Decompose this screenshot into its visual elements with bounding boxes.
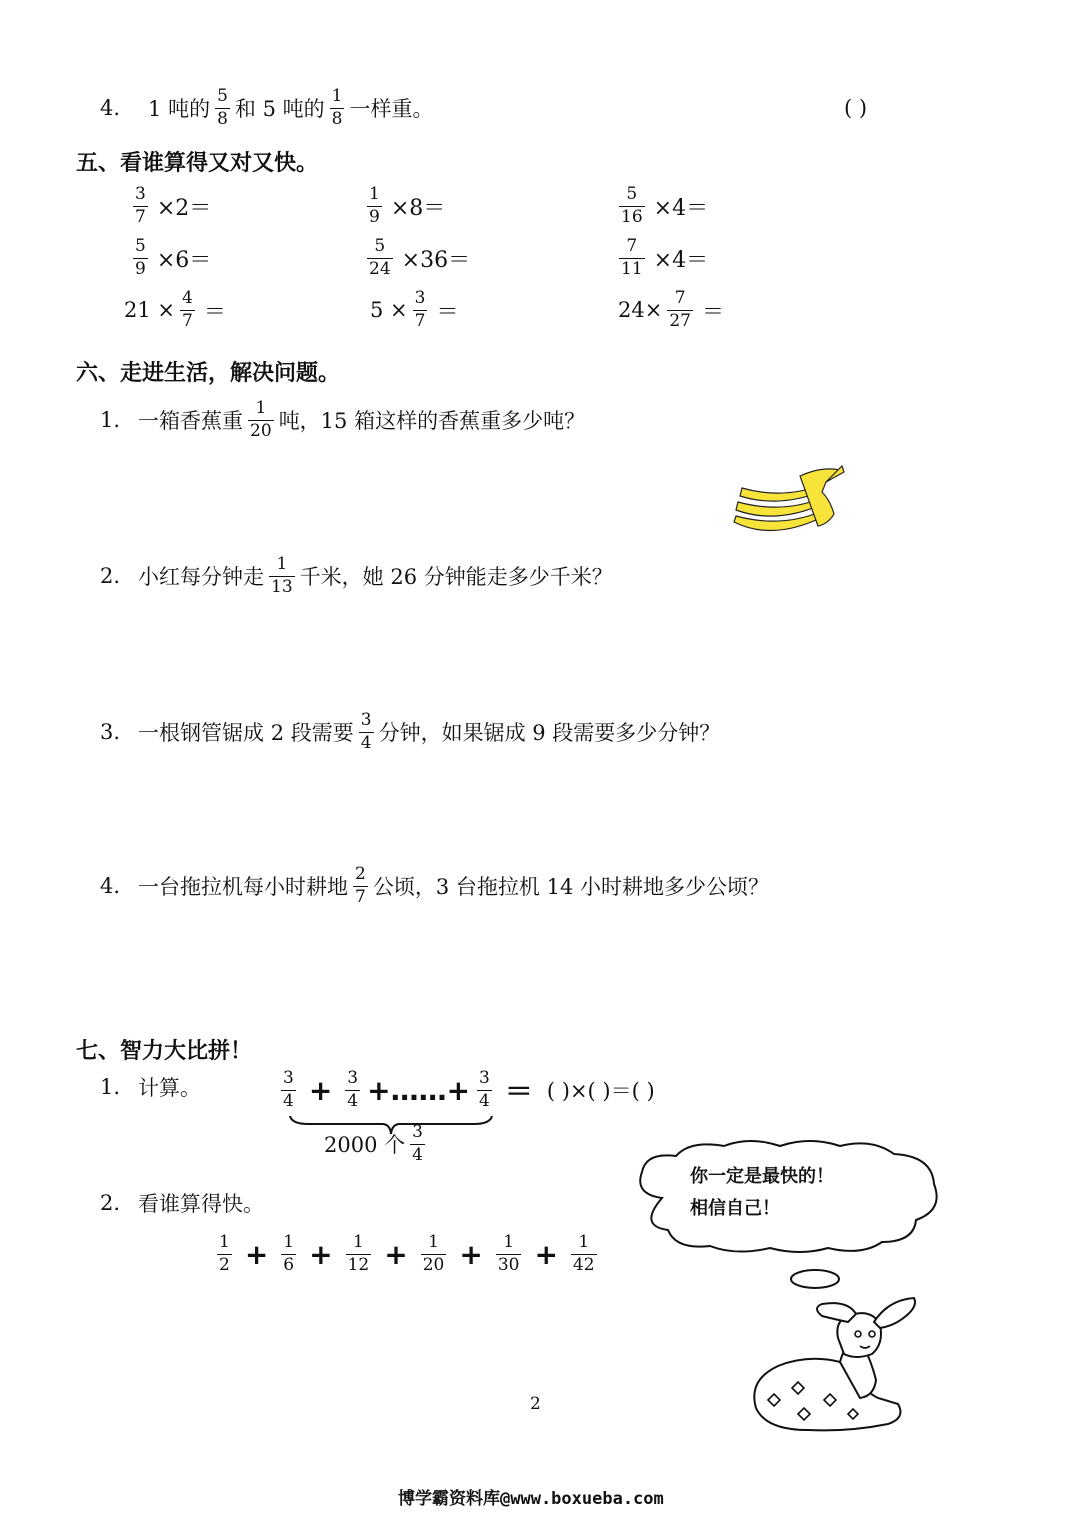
text: 和 5 吨的 — [234, 97, 325, 122]
puzzle-2-expression: $\frac{1}{2}$ + $\frac{1}{6}$ + $\frac{1}{12}$ + $\frac{1}{20}$ + $\frac{1}{30}$ + $\frac{1}{42}$ — [219, 1232, 595, 1275]
banana-icon — [730, 462, 846, 540]
puzzle-1: 1. 计算。 — [100, 1075, 202, 1100]
bubble-line-2: 相信自己！ — [690, 1198, 780, 1219]
section-6-title: 六、走进生活，解决问题。 — [76, 361, 341, 386]
calc-item: $\frac{7}{11}$ ×4＝ — [621, 236, 709, 279]
puzzle-1-expression: $\frac{3}{4}$ + $\frac{3}{4}$ +……+ $\frac{3}{4}$ ＝ ( )×( )＝( ) — [283, 1068, 655, 1111]
calc-item: $\frac{5}{16}$ ×4＝ — [621, 184, 709, 227]
bubble-line-1: 你一定是最快的！ — [690, 1166, 834, 1187]
section-7-title: 七、智力大比拼！ — [76, 1039, 253, 1064]
thought-dot — [788, 1266, 842, 1292]
answer-parentheses[interactable]: ( ) — [844, 96, 868, 120]
footer-watermark: 博学霸资料库@www.boxueba.com — [398, 1489, 664, 1509]
page-number: 2 — [530, 1394, 541, 1414]
answer-parentheses[interactable]: ( )×( )＝( ) — [546, 1079, 655, 1104]
word-problem-1: 1. 一箱香蕉重 $\frac{1}{20}$ 吨，15 箱这样的香蕉重多少吨？ — [100, 398, 586, 441]
calc-item: $\frac{3}{7}$ ×2＝ — [135, 184, 212, 227]
word-problem-4: 4. 一台拖拉机每小时耕地 $\frac{2}{7}$ 公顷，3 台拖拉机 14 小时耕地多少公顷？ — [100, 864, 769, 907]
calc-item: $\frac{5}{9}$ ×6＝ — [135, 236, 212, 279]
calc-item: 5 × $\frac{3}{7}$ ＝ — [370, 288, 459, 331]
calc-item: 21 × $\frac{4}{7}$ ＝ — [124, 288, 226, 331]
calc-item: 24× $\frac{7}{27}$ ＝ — [618, 288, 724, 331]
text: 一样重。 — [349, 97, 434, 122]
judge-item-4 — [100, 88, 433, 129]
deer-icon — [748, 1296, 924, 1434]
word-problem-3: 3. 一根钢管锯成 2 段需要 $\frac{3}{4}$ 分钟，如果锯成 9 段需要多少分钟？ — [100, 710, 721, 753]
text: 1 吨的 — [148, 97, 211, 122]
fraction: $\frac{5}{8}$ — [217, 86, 228, 129]
calc-item: $\frac{5}{24}$ ×36＝ — [369, 236, 471, 279]
calc-item: $\frac{1}{9}$ ×8＝ — [369, 184, 446, 227]
word-problem-2: 2. 小红每分钟走 $\frac{1}{13}$ 千米，她 26 分钟能走多少千米？ — [100, 554, 613, 597]
fraction: $\frac{1}{8}$ — [331, 86, 343, 129]
item-number: 4. — [100, 96, 121, 121]
puzzle-2: 2. 看谁算得快。 — [100, 1191, 265, 1216]
brace-label: 2000 个 $\frac{3}{4}$ — [324, 1122, 423, 1165]
section-5-title: 五、看谁算得又对又快。 — [76, 151, 319, 176]
thought-bubble — [632, 1138, 944, 1256]
